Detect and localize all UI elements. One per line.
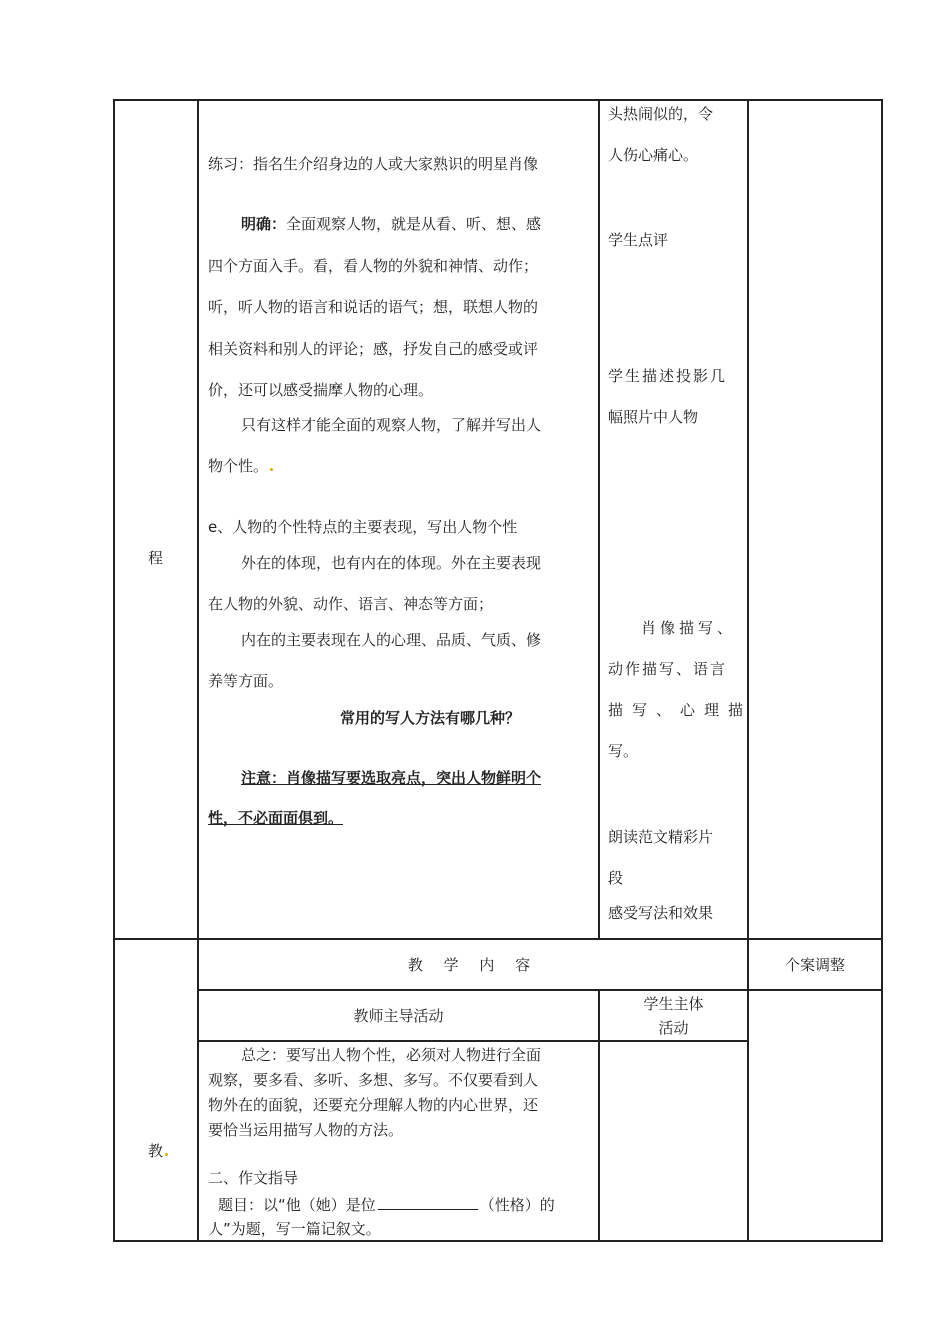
teacher-line: 内在的主要表现在人的心理、品质、气质、修	[241, 631, 542, 649]
header-teaching-content	[199, 955, 747, 975]
summary-line: 物外在的面貌，还要充分理解人物的内心世界，还	[208, 1096, 539, 1114]
teacher-line: 相关资料和别人的评论；感，抒发自己的感受或评	[208, 340, 539, 358]
teacher-line: 四个方面入手。看，看人物的外貌和神情、动作；	[208, 257, 539, 275]
col-header-student-2: 活动	[658, 1019, 689, 1037]
col-header-teacher: 教师主导活动	[353, 1007, 444, 1025]
col-divider-student-top	[598, 99, 600, 940]
teacher-line	[208, 456, 273, 476]
mingque-label: 明确：	[241, 215, 287, 233]
student-line: 朗读范文精彩片	[608, 828, 714, 846]
summary-line: 要恰当运用描写人物的方法。	[208, 1121, 404, 1139]
col-divider-stage	[197, 99, 199, 1242]
student-line: 写。	[608, 742, 639, 760]
table-top-border	[113, 99, 883, 101]
teacher-line: 只有这样才能全面的观察人物，了解并写出人	[241, 416, 542, 434]
teacher-line: e、人物的个性特点的主要表现，写出人物个性	[208, 518, 518, 536]
teacher-line: 在人物的外貌、动作、语言、神态等方面；	[208, 595, 494, 613]
student-line: 描写、心理描	[608, 701, 753, 719]
student-line: 头热闹似的，令	[608, 105, 714, 123]
student-line: 动作描写、语言	[608, 660, 728, 678]
teacher-line: 价，还可以感受揣摩人物的心理。	[208, 381, 434, 399]
student-line: 幅照片中人物	[608, 408, 699, 426]
topic-blank	[378, 1194, 478, 1210]
table-right-border	[881, 99, 883, 1242]
guide-title: 二、作文指导	[208, 1169, 299, 1187]
stage-label-cheng: 程	[148, 549, 164, 567]
topic-prefix: 题目：以“他（她）是位	[218, 1196, 376, 1214]
student-line: 感受写法和效果	[608, 904, 714, 922]
mingque-line	[241, 214, 541, 234]
mingque-text: 全面观察人物，就是从看、听、想、感	[286, 215, 542, 233]
teacher-line-text: 物个性。	[208, 457, 269, 475]
col-divider-adjust-bottom	[747, 938, 749, 1242]
header-divider	[197, 989, 883, 991]
summary-line: 观察，要多看、多听、多想、多写。不仅要看到人	[208, 1071, 539, 1089]
stage-label-jiao	[148, 1141, 168, 1161]
student-line: 肖像描写、	[641, 619, 737, 637]
student-line: 学生点评	[608, 231, 669, 249]
table-left-border	[113, 99, 115, 1242]
header-case-adjust: 个案调整	[784, 956, 845, 974]
topic-line-1	[218, 1194, 555, 1215]
summary-line: 总之：要写出人物个性，必须对人物进行全面	[241, 1046, 542, 1064]
methods-question: 常用的写人方法有哪几种？	[340, 709, 521, 727]
col-header-student-1: 学生主体	[643, 995, 704, 1013]
topic-line-2: 人”为题，写一篇记叙文。	[208, 1220, 381, 1238]
topic-suffix: （性格）的	[479, 1196, 555, 1214]
dot-mark	[165, 1153, 168, 1156]
dot-mark	[270, 468, 273, 471]
note-line-1: 注意：肖像描写要选取亮点，突出人物鲜明个	[241, 769, 542, 787]
note-line-2: 性，不必面面俱到。	[208, 809, 344, 827]
teacher-line: 练习：指名生介绍身边的人或大家熟识的明星肖像	[208, 155, 539, 173]
header-teaching-content-text: 教 学 内 容	[407, 956, 539, 974]
col-divider-adjust-top	[747, 99, 749, 940]
student-line: 学生描述投影几	[608, 367, 728, 385]
table-bottom-border	[113, 1240, 883, 1242]
subheader-divider	[197, 1040, 749, 1042]
teacher-line: 外在的体现，也有内在的体现。外在主要表现	[241, 554, 542, 572]
section-divider	[113, 938, 883, 940]
student-line: 人伤心痛心。	[608, 146, 699, 164]
stage-label-text: 教	[148, 1142, 164, 1160]
teacher-line: 听，听人物的语言和说话的语气；想，联想人物的	[208, 298, 539, 316]
student-line: 段	[608, 869, 624, 887]
teacher-line: 养等方面。	[208, 672, 284, 690]
